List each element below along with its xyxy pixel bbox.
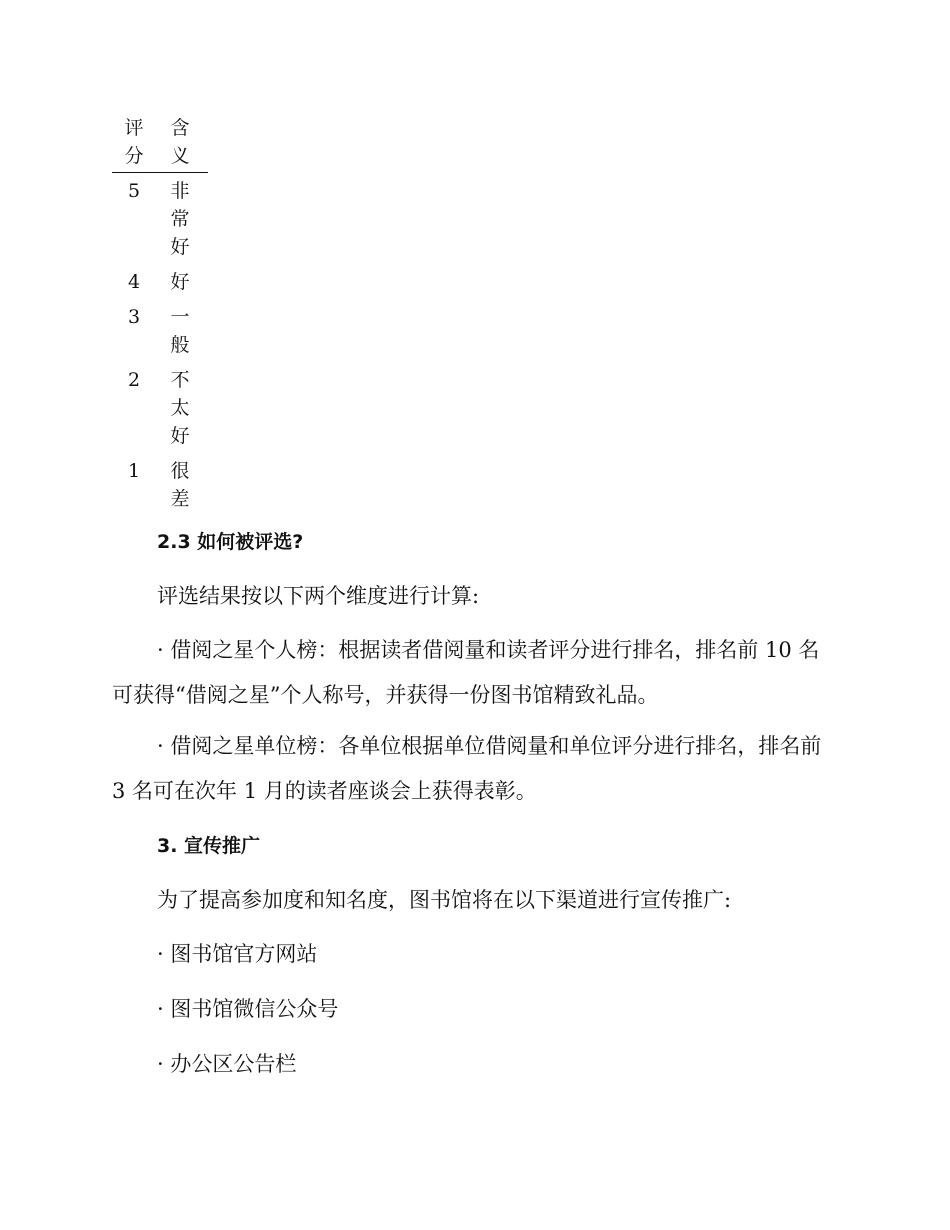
- personal-ranking-item: · 借阅之星个人榜：根据读者借阅量和读者评分进行排名，排名前 10 名可获得“借阅之星”个人称号，并获得一份图书馆精致礼品。: [112, 638, 820, 707]
- score-column-header: 评分: [124, 117, 144, 167]
- channel-list-item: · 图书馆微信公众号: [157, 997, 339, 1021]
- score-cell: 4: [127, 271, 141, 293]
- score-cell: 3: [127, 306, 141, 328]
- unit-ranking-item: · 借阅之星单位榜：各单位根据单位借阅量和单位评分进行排名，排名前 3 名可在次年 1 月的读者座谈会上获得表彰。: [112, 734, 822, 803]
- rating-table: [112, 114, 208, 516]
- meaning-cell: 很差: [170, 460, 190, 510]
- section-3-heading: 3. 宣传推广: [157, 835, 261, 857]
- meaning-cell: 非常好: [170, 180, 190, 258]
- meaning-cell: 一般: [170, 306, 190, 356]
- section-3-intro: 为了提高参加度和知名度，图书馆将在以下渠道进行宣传推广:: [157, 888, 732, 912]
- score-cell: 5: [127, 180, 141, 202]
- meaning-cell: 不太好: [170, 369, 190, 447]
- score-cell: 2: [127, 369, 141, 391]
- section-2-3-intro: 评选结果按以下两个维度进行计算:: [157, 584, 480, 608]
- meaning-cell: 好: [170, 271, 190, 293]
- table-row: [112, 362, 208, 453]
- table-row: [112, 453, 208, 516]
- table-row: [112, 173, 208, 265]
- score-cell: 1: [127, 460, 141, 482]
- section-2-3-heading: 2.3 如何被评选?: [157, 531, 304, 553]
- table-row: [112, 264, 208, 299]
- channel-list-item: · 图书馆官方网站: [157, 942, 318, 966]
- rating-table-header-row: [112, 114, 208, 173]
- channel-list-item: · 办公区公告栏: [157, 1052, 297, 1076]
- table-row: [112, 299, 208, 362]
- meaning-column-header: 含义: [170, 117, 190, 167]
